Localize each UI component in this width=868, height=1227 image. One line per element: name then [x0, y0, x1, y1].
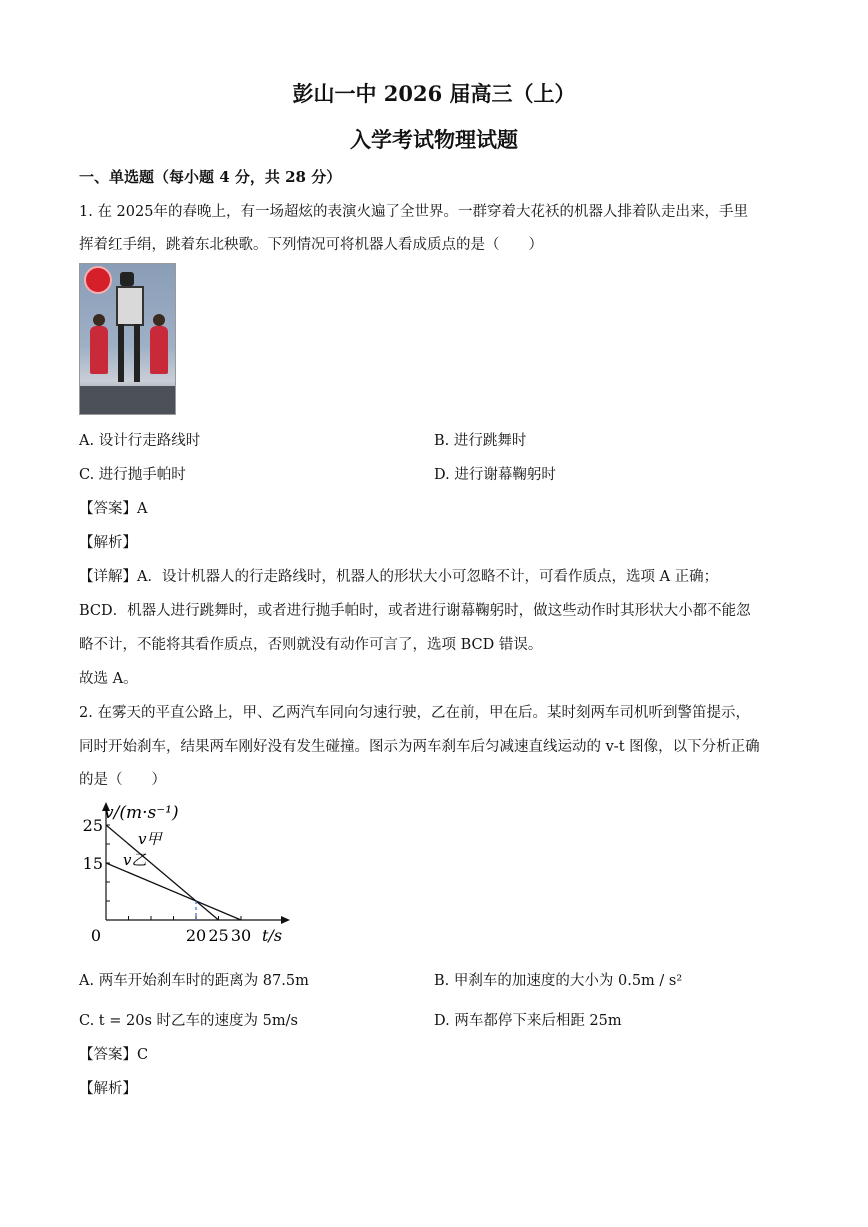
q1-detail-line3: 略不计，不能将其看作质点，否则就没有动作可言了，选项 BCD 错误。	[79, 637, 543, 653]
q2-answer: 【答案】C	[79, 1047, 149, 1063]
q2-analysis-label: 【解析】	[79, 1081, 137, 1097]
q1-answer: 【答案】A	[79, 501, 148, 517]
q1-analysis-label: 【解析】	[79, 535, 137, 551]
page-subtitle: 入学考试物理试题	[350, 127, 518, 152]
q1-stem-line1: 1. 在 2025年的春晚上，有一场超炫的表演火遍了全世界。一群穿着大花袄的机器人排着队走出来，手里	[79, 204, 748, 220]
robot-head-icon	[120, 272, 134, 286]
robot-body	[116, 286, 144, 326]
vt-graph	[76, 798, 306, 950]
series-label-yi: v乙	[123, 851, 147, 869]
section-heading: 一、单选题（每小题 4 分，共 28 分）	[79, 168, 342, 186]
y-tick-label: 15	[82, 854, 103, 873]
x-tick-label: 25	[208, 926, 229, 945]
q1-detail-line2: BCD．机器人进行跳舞时，或者进行抛手帕时，或者进行谢幕鞠躬时，做这些动作时其形状大小都不能忽	[79, 603, 751, 619]
q2-option-b[interactable]: B. 甲刹车的加速度的大小为 0.5m / s²	[434, 973, 683, 989]
x-tick-label: 30	[230, 926, 252, 945]
series-line-jia	[106, 825, 219, 920]
q1-stem-line2: 挥着红手绢，跳着东北秧歌。下列情况可将机器人看成质点的是（ ）	[79, 237, 543, 253]
q1-option-c[interactable]: C. 进行抛手帕时	[79, 467, 186, 483]
q1-conclusion: 故选 A。	[79, 671, 138, 687]
red-fan-icon	[84, 266, 112, 294]
x-axis-label: t/s	[262, 926, 283, 945]
dancer-right	[150, 326, 168, 374]
q1-option-d[interactable]: D. 进行谢幕鞠躬时	[434, 467, 556, 483]
series-line-yi	[106, 863, 241, 920]
q1-detail-line1: 【详解】A．设计机器人的行走路线时，机器人的形状大小可忽略不计，可看作质点，选项 A 正确；	[79, 569, 719, 585]
dancer-left	[90, 326, 108, 374]
q1-option-b[interactable]: B. 进行跳舞时	[434, 433, 527, 449]
q2-option-d[interactable]: D. 两车都停下来后相距 25m	[434, 1013, 622, 1029]
q2-option-a[interactable]: A. 两车开始刹车时的距离为 87.5m	[79, 973, 309, 989]
robot-dance-photo	[79, 263, 176, 415]
q1-option-a[interactable]: A. 设计行走路线时	[79, 433, 201, 449]
q2-stem-line2: 同时开始刹车，结果两车刚好没有发生碰撞。图示为两车刹车后匀减速直线运动的 v-t 图像，以下分析正确	[79, 739, 760, 755]
series-label-jia: v甲	[138, 830, 162, 848]
x-axis-arrow-icon	[281, 916, 290, 924]
y-tick-label: 25	[82, 816, 103, 835]
origin-label: 0	[90, 926, 101, 945]
page-title: 彭山一中 2026 届高三（上）	[292, 81, 576, 106]
y-axis-label: v/(m·s⁻¹)	[104, 803, 179, 823]
q2-stem-line3: 的是（ ）	[79, 772, 166, 788]
q2-option-c[interactable]: C. t = 20s 时乙车的速度为 5m/s	[79, 1013, 298, 1029]
q2-stem-line1: 2. 在雾天的平直公路上，甲、乙两汽车同向匀速行驶，乙在前，甲在后。某时刻两车司机听到警笛提示，	[79, 705, 750, 721]
x-tick-label: 20	[185, 926, 207, 945]
